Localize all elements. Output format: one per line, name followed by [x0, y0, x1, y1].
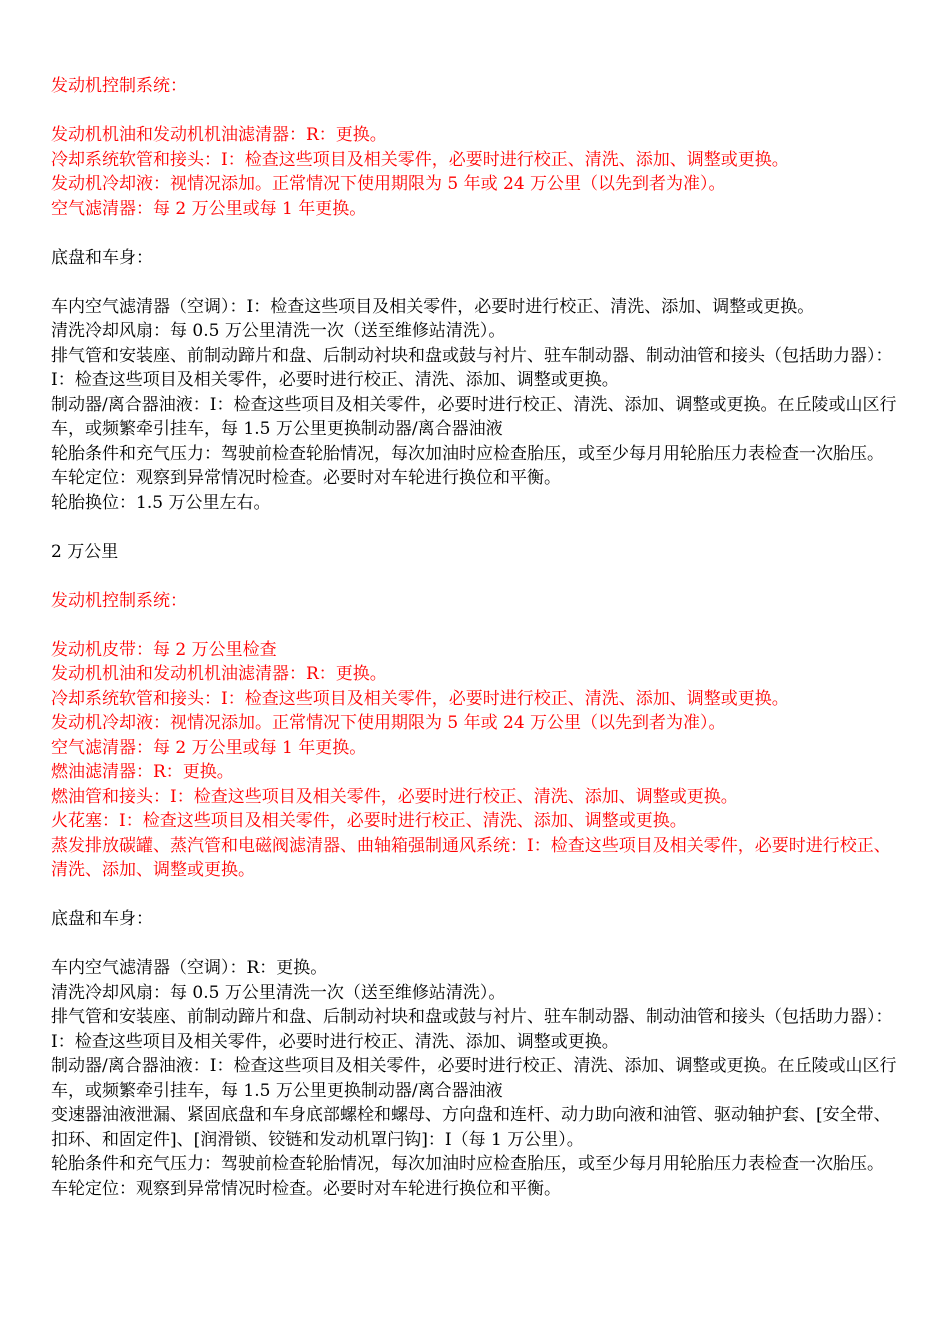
list-item: 轮胎条件和充气压力：驾驶前检查轮胎情况，每次加油时应检查胎压，或至少每月用轮胎压力表检查一次胎压。: [51, 443, 884, 464]
list-item: 发动机冷却液：视情况添加。正常情况下使用期限为 5 年或 24 万公里（以先到者为准）。: [51, 713, 726, 733]
section-heading-chassis: 底盘和车身：: [51, 247, 153, 268]
section-heading-engine: 发动机控制系统：: [51, 76, 187, 96]
list-item: 燃油滤清器：R：更换。: [51, 762, 234, 782]
document-page: [51, 74, 903, 1201]
spacer: [51, 270, 903, 295]
spacer: [51, 515, 903, 540]
spacer: [51, 883, 903, 908]
list-item: 燃油管和接头：I：检查这些项目及相关零件，必要时进行校正、清洗、添加、调整或更换。: [51, 786, 738, 807]
list-item: 发动机机油和发动机机油滤清器：R：更换。: [51, 125, 387, 145]
list-item: 车内空气滤清器（空调）：I：检查这些项目及相关零件，必要时进行校正、清洗、添加、调整或更换。: [51, 296, 815, 317]
list-item: 车内空气滤清器（空调）：R：更换。: [51, 958, 328, 978]
section-heading-chassis: 底盘和车身：: [51, 909, 153, 929]
list-item: 清洗冷却风扇：每 0.5 万公里清洗一次（送至维修站清洗）。: [51, 982, 506, 1003]
list-item: 发动机机油和发动机机油滤清器：R：更换。: [51, 664, 387, 684]
list-item: 车轮定位：观察到异常情况时检查。必要时对车轮进行换位和平衡。: [51, 1178, 561, 1199]
list-item: 轮胎换位：1.5 万公里左右。: [51, 492, 271, 513]
spacer: [51, 932, 903, 957]
interval-heading: 2 万公里: [51, 541, 119, 562]
list-item: 空气滤清器：每 2 万公里或每 1 年更换。: [51, 737, 367, 758]
list-item: 轮胎条件和充气压力：驾驶前检查轮胎情况，每次加油时应检查胎压，或至少每月用轮胎压力表检查一次胎压。: [51, 1154, 884, 1174]
list-item: 冷却系统软管和接头：I：检查这些项目及相关零件，必要时进行校正、清洗、添加、调整或更换。: [51, 688, 789, 709]
list-item: 发动机皮带：每 2 万公里检查: [51, 639, 277, 660]
spacer: [51, 99, 903, 124]
list-item: 蒸发排放碳罐、蒸汽管和电磁阀滤清器、曲轴箱强制通风系统：I：检查这些项目及相关零件，必要时进行校正、清洗、添加、调整或更换。: [51, 835, 891, 880]
list-item: 冷却系统软管和接头：I：检查这些项目及相关零件，必要时进行校正、清洗、添加、调整或更换。: [51, 149, 789, 170]
list-item: 清洗冷却风扇：每 0.5 万公里清洗一次（送至维修站清洗）。: [51, 321, 506, 341]
list-item: 空气滤清器：每 2 万公里或每 1 年更换。: [51, 198, 367, 219]
spacer: [51, 221, 903, 246]
list-item: 制动器/离合器油液：I：检查这些项目及相关零件，必要时进行校正、清洗、添加、调整或更换。在丘陵或山区行车，或频繁牵引挂车，每 1.5 万公里更换制动器/离合器油液: [51, 394, 897, 439]
list-item: 发动机冷却液：视情况添加。正常情况下使用期限为 5 年或 24 万公里（以先到者为准）。: [51, 174, 726, 194]
list-item: 制动器/离合器油液：I：检查这些项目及相关零件，必要时进行校正、清洗、添加、调整或更换。在丘陵或山区行车，或频繁牵引挂车，每 1.5 万公里更换制动器/离合器油液: [51, 1056, 897, 1101]
spacer: [51, 564, 903, 589]
list-item: 排气管和安装座、前制动蹄片和盘、后制动衬块和盘或鼓与衬片、驻车制动器、制动油管和接头（包括助力器）：I：检查这些项目及相关零件，必要时进行校正、清洗、添加、调整或更换。: [51, 345, 893, 390]
list-item: 车轮定位：观察到异常情况时检查。必要时对车轮进行换位和平衡。: [51, 468, 561, 488]
section-heading-engine: 发动机控制系统：: [51, 590, 187, 611]
list-item: 变速器油液泄漏、紧固底盘和车身底部螺栓和螺母、方向盘和连杆、动力助向液和油管、驱动轴护套、[安全带、扣环、和固定件]、[润滑锁、铰链和发动机罩闩钩]：I（每 1 万公里）。: [51, 1105, 891, 1150]
list-item: 火花塞：I：检查这些项目及相关零件，必要时进行校正、清洗、添加、调整或更换。: [51, 811, 687, 831]
spacer: [51, 613, 903, 638]
list-item: 排气管和安装座、前制动蹄片和盘、后制动衬块和盘或鼓与衬片、驻车制动器、制动油管和接头（包括助力器）：I：检查这些项目及相关零件，必要时进行校正、清洗、添加、调整或更换。: [51, 1007, 893, 1052]
